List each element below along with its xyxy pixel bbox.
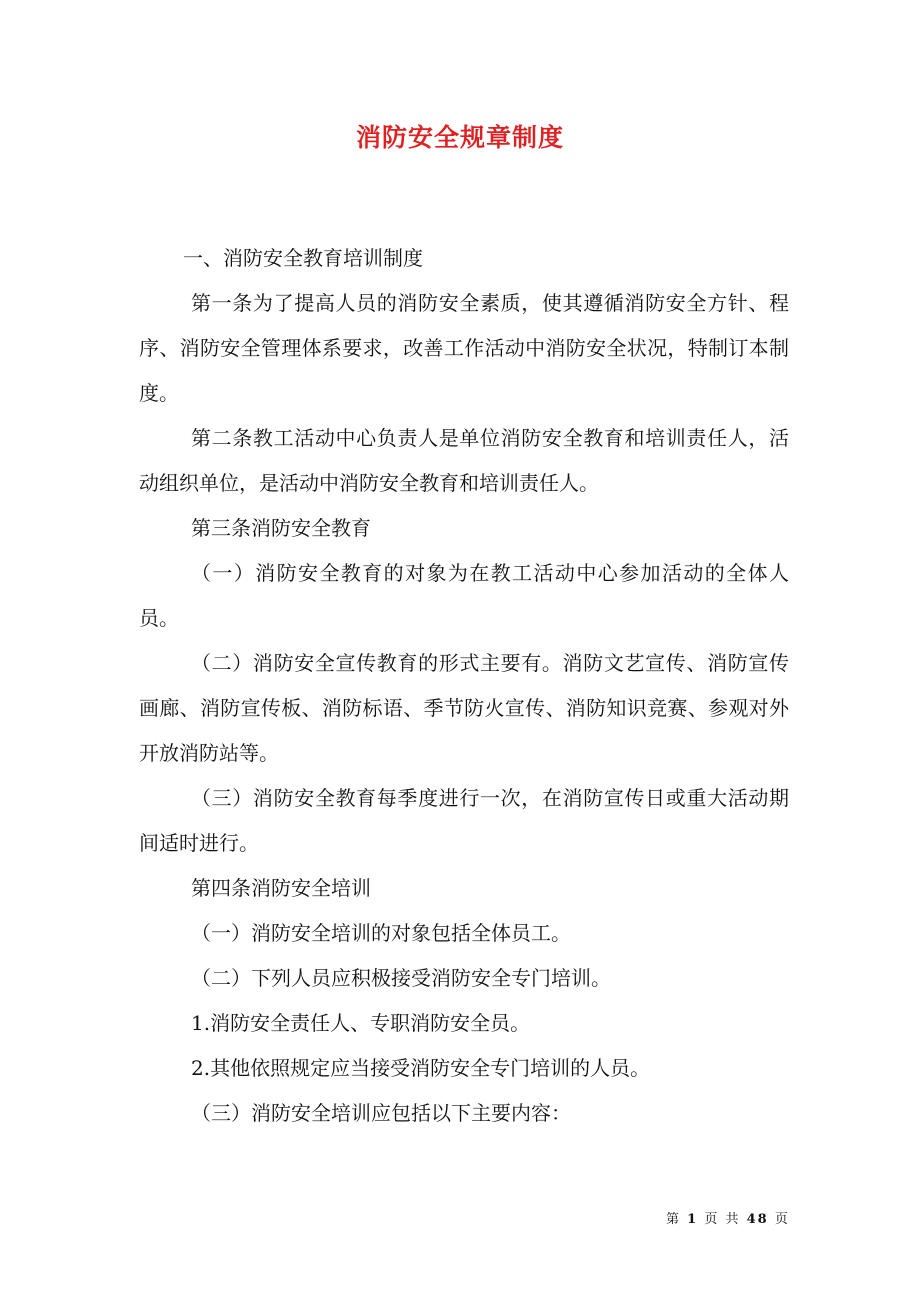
- article-heading: 第三条消防安全教育: [191, 516, 371, 540]
- page-footer: [666, 1208, 790, 1227]
- article-heading: 第四条消防安全培训: [191, 876, 371, 900]
- footer-suffix: 页: [774, 1212, 790, 1227]
- document-title: 消防安全规章制度: [355, 123, 564, 152]
- list-item: 2.其他依照规定应当接受消防安全专门培训的人员。: [191, 1056, 651, 1080]
- paragraph: （一）消防安全培训的对象包括全体员工。: [191, 921, 571, 945]
- paragraph: （二）下列人员应积极接受消防安全专门培训。: [191, 966, 611, 990]
- paragraph: （三）消防安全教育每季度进行一次，在消防宣传日或重大活动期间适时进行。: [139, 786, 789, 855]
- page-number: 1: [687, 1212, 699, 1227]
- footer-middle: 页 共: [704, 1212, 741, 1227]
- page-total: 48: [746, 1212, 769, 1227]
- paragraph: 第一条为了提高人员的消防安全素质，使其遵循消防安全方针、程序、消防安全管理体系要求，改善工作活动中消防安全状况，特制订本制度。: [139, 291, 789, 405]
- footer-prefix: 第: [666, 1212, 682, 1227]
- paragraph: （一）消防安全教育的对象为在教工活动中心参加活动的全体人员。: [139, 561, 789, 630]
- paragraph: （二）消防安全宣传教育的形式主要有。消防文艺宣传、消防宣传画廊、消防宣传板、消防标语、季节防火宣传、消防知识竞赛、参观对外开放消防站等。: [139, 651, 789, 765]
- list-item: 1.消防安全责任人、专职消防安全员。: [191, 1011, 531, 1035]
- paragraph: 第二条教工活动中心负责人是单位消防安全教育和培训责任人，活动组织单位，是活动中消防安全教育和培训责任人。: [139, 426, 789, 495]
- paragraph: （三）消防安全培训应包括以下主要内容：: [191, 1101, 571, 1125]
- document-body: [139, 236, 789, 1136]
- section-heading: 一、消防安全教育培训制度: [183, 246, 423, 270]
